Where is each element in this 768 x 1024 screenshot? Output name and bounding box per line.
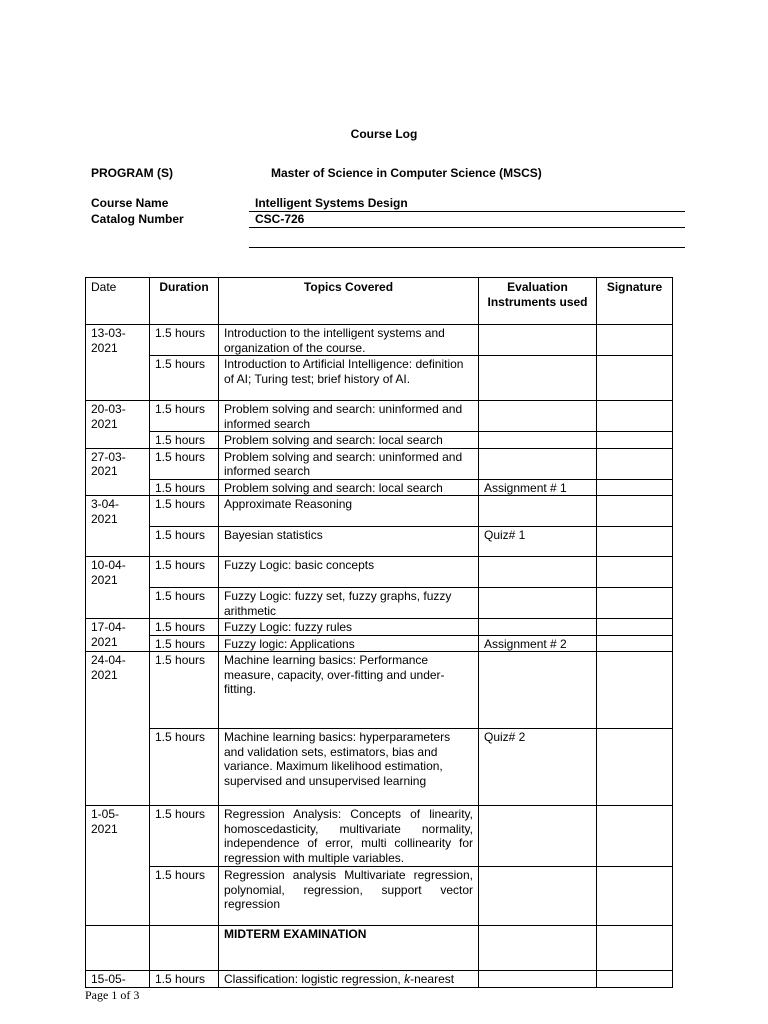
duration-cell: 1.5 hours xyxy=(150,619,219,636)
course-log-table xyxy=(85,277,673,988)
date-cell: 15-05- xyxy=(86,971,150,988)
signature-cell xyxy=(597,867,673,926)
table-row xyxy=(86,926,673,971)
topic-cell: Fuzzy Logic: fuzzy rules xyxy=(219,619,479,636)
topic-cell: Machine learning basics: Performance measure, capacity, over-fitting and under-fitting. xyxy=(219,652,479,729)
evaluation-cell xyxy=(479,652,597,729)
date-cell: 3-04-2021 xyxy=(86,496,150,557)
signature-cell xyxy=(597,479,673,496)
evaluation-cell xyxy=(479,867,597,926)
topic-cell: Problem solving and search: uninformed and informed search xyxy=(219,448,479,479)
evaluation-cell: Assignment # 1 xyxy=(479,479,597,496)
duration-cell: 1.5 hours xyxy=(150,806,219,867)
topic-cell: Fuzzy Logic: fuzzy set, fuzzy graphs, fuzzy arithmetic xyxy=(219,588,479,619)
duration-cell: 1.5 hours xyxy=(150,867,219,926)
signature-cell xyxy=(597,971,673,988)
table-row xyxy=(86,557,673,588)
table-row xyxy=(86,619,673,636)
signature-cell xyxy=(597,356,673,401)
program-value: Master of Science in Computer Science (MSCS) xyxy=(271,166,542,180)
date-cell: 10-04-2021 xyxy=(86,557,150,619)
topic-cell xyxy=(219,971,479,988)
table-row xyxy=(86,496,673,527)
evaluation-cell: Assignment # 2 xyxy=(479,635,597,652)
topic-cell: Bayesian statistics xyxy=(219,527,479,557)
duration-cell: 1.5 hours xyxy=(150,729,219,806)
signature-cell xyxy=(597,432,673,449)
course-name-value: Intelligent Systems Design xyxy=(255,196,408,210)
duration-cell: 1.5 hours xyxy=(150,652,219,729)
evaluation-cell xyxy=(479,926,597,971)
topic-cell: Problem solving and search: uninformed and informed search xyxy=(219,401,479,432)
signature-cell xyxy=(597,652,673,729)
table-row xyxy=(86,527,673,557)
date-cell: 27-03-2021 xyxy=(86,448,150,496)
duration-cell xyxy=(150,926,219,971)
duration-cell: 1.5 hours xyxy=(150,527,219,557)
duration-cell: 1.5 hours xyxy=(150,325,219,356)
header-signature: Signature xyxy=(597,278,673,325)
table-row xyxy=(86,448,673,479)
date-cell: 1-05-2021 xyxy=(86,806,150,926)
evaluation-cell: Quiz# 2 xyxy=(479,729,597,806)
topic-cell: Approximate Reasoning xyxy=(219,496,479,527)
header-duration: Duration xyxy=(150,278,219,325)
topic-cell: Introduction to the intelligent systems and organization of the course. xyxy=(219,325,479,356)
catalog-value: CSC-726 xyxy=(255,212,305,226)
evaluation-cell xyxy=(479,557,597,588)
signature-cell xyxy=(597,926,673,971)
duration-cell: 1.5 hours xyxy=(150,356,219,401)
duration-cell: 1.5 hours xyxy=(150,588,219,619)
evaluation-cell xyxy=(479,971,597,988)
duration-cell: 1.5 hours xyxy=(150,479,219,496)
signature-cell xyxy=(597,448,673,479)
signature-cell xyxy=(597,557,673,588)
course-name-label: Course Name xyxy=(91,196,169,210)
topic-cell-midterm: MIDTERM EXAMINATION xyxy=(219,926,479,971)
duration-cell: 1.5 hours xyxy=(150,971,219,988)
table-row xyxy=(86,325,673,356)
topic-cell: Regression Analysis: Concepts of linearity, homoscedasticity, multivariate normality, independence of error, multi collinearity for regression with multiple variables. xyxy=(219,806,479,867)
topic-cell: Introduction to Artificial Intelligence: definition of AI; Turing test; brief history of AI. xyxy=(219,356,479,401)
catalog-rule xyxy=(249,227,685,228)
signature-cell xyxy=(597,401,673,432)
table-row xyxy=(86,652,673,729)
signature-cell xyxy=(597,635,673,652)
signature-cell xyxy=(597,619,673,636)
blank-rule xyxy=(249,247,685,248)
table-row xyxy=(86,588,673,619)
topic-cell: Problem solving and search: local search xyxy=(219,479,479,496)
topic-cell: Fuzzy Logic: basic concepts xyxy=(219,557,479,588)
header-date: Date xyxy=(86,278,150,325)
evaluation-cell xyxy=(479,496,597,527)
signature-cell xyxy=(597,588,673,619)
duration-cell: 1.5 hours xyxy=(150,496,219,527)
course-name-rule xyxy=(249,211,685,212)
table-row xyxy=(86,356,673,401)
topic-italic-text: k xyxy=(404,972,411,986)
table-row xyxy=(86,635,673,652)
topic-cell: Fuzzy logic: Applications xyxy=(219,635,479,652)
signature-cell xyxy=(597,729,673,806)
topic-cell: Problem solving and search: local search xyxy=(219,432,479,449)
topic-text: Classification: logistic regression, xyxy=(224,972,405,986)
evaluation-cell xyxy=(479,588,597,619)
evaluation-cell xyxy=(479,356,597,401)
topic-cell: Machine learning basics: hyperparameters and validation sets, estimators, bias and variance. Maximum likelihood estimation, supervised and unsupervised learning xyxy=(219,729,479,806)
evaluation-cell xyxy=(479,325,597,356)
table-row xyxy=(86,806,673,867)
evaluation-cell xyxy=(479,448,597,479)
page-title: Course Log xyxy=(350,127,418,141)
table-row xyxy=(86,729,673,806)
table-row xyxy=(86,479,673,496)
date-cell: 13-03-2021 xyxy=(86,325,150,401)
page-footer: Page 1 of 3 xyxy=(85,988,140,1002)
header-evaluation: Evaluation Instruments used xyxy=(479,278,597,325)
topic-cell: Regression analysis Multivariate regression, polynomial, regression, support vector regression xyxy=(219,867,479,926)
signature-cell xyxy=(597,325,673,356)
date-cell xyxy=(86,926,150,971)
evaluation-cell xyxy=(479,619,597,636)
date-cell: 17-04-2021 xyxy=(86,619,150,652)
evaluation-cell xyxy=(479,432,597,449)
table-row xyxy=(86,401,673,432)
signature-cell xyxy=(597,496,673,527)
duration-cell: 1.5 hours xyxy=(150,557,219,588)
duration-cell: 1.5 hours xyxy=(150,635,219,652)
table-row xyxy=(86,432,673,449)
date-cell: 24-04-2021 xyxy=(86,652,150,806)
duration-cell: 1.5 hours xyxy=(150,432,219,449)
topic-text-suffix: -nearest xyxy=(410,972,455,986)
evaluation-cell: Quiz# 1 xyxy=(479,527,597,557)
duration-cell: 1.5 hours xyxy=(150,448,219,479)
header-topics: Topics Covered xyxy=(219,278,479,325)
table-row xyxy=(86,867,673,926)
signature-cell xyxy=(597,806,673,867)
catalog-label: Catalog Number xyxy=(91,212,184,226)
signature-cell xyxy=(597,527,673,557)
date-cell: 20-03-2021 xyxy=(86,401,150,449)
duration-cell: 1.5 hours xyxy=(150,401,219,432)
table-row xyxy=(86,971,673,988)
program-label: PROGRAM (S) xyxy=(91,166,173,180)
evaluation-cell xyxy=(479,806,597,867)
table-header-row xyxy=(86,278,673,325)
evaluation-cell xyxy=(479,401,597,432)
